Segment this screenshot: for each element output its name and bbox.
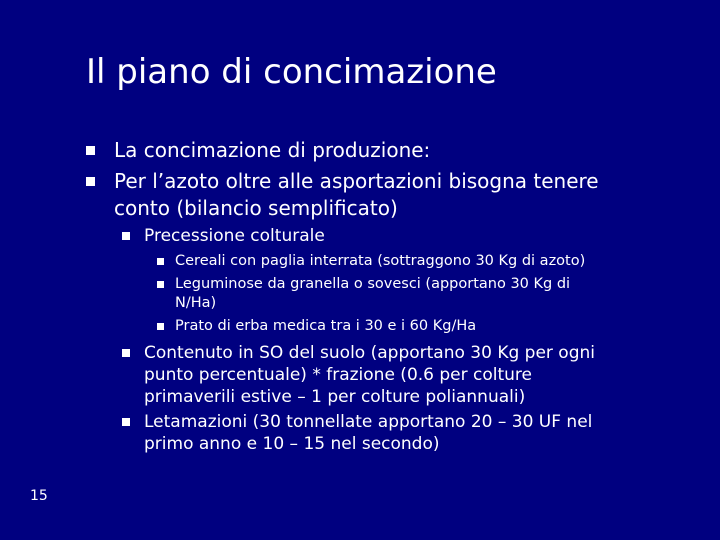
bullet-line: primo anno e 10 – 15 nel secondo) xyxy=(144,434,440,454)
bullet-text xyxy=(175,317,476,336)
bullet-line: Prato di erba medica tra i 30 e i 60 Kg/Ha xyxy=(175,318,477,334)
bullet-text xyxy=(144,225,325,247)
bullet-line: Per l’azoto oltre alle asportazioni bisogna tenere xyxy=(114,169,599,193)
bullet-text xyxy=(144,411,592,455)
bullet-text xyxy=(114,168,599,222)
square-bullet-icon xyxy=(122,418,130,426)
bullet-text xyxy=(175,252,585,271)
bullet-line: punto percentuale) * frazione (0.6 per colture xyxy=(144,365,533,385)
bullet-line: Leguminose da granella o sovesci (apportano 30 Kg di xyxy=(175,276,571,292)
square-bullet-icon xyxy=(157,258,164,265)
bullet-line: Letamazioni (30 tonnellate apportano 20 – 30 UF nel xyxy=(144,412,593,432)
page-number: 15 xyxy=(30,488,48,504)
square-bullet-icon xyxy=(157,323,164,330)
square-bullet-icon xyxy=(122,232,130,240)
bullet-line: La concimazione di produzione: xyxy=(114,138,431,162)
bullet-line: N/Ha) xyxy=(175,295,217,311)
square-bullet-icon xyxy=(157,281,164,288)
bullet-text xyxy=(114,137,430,164)
bullet-text xyxy=(175,275,570,313)
square-bullet-icon xyxy=(86,177,95,186)
bullet-line: Precessione colturale xyxy=(144,226,325,246)
square-bullet-icon xyxy=(122,349,130,357)
bullet-text xyxy=(144,342,595,408)
slide-title: Il piano di concimazione xyxy=(86,52,497,92)
bullet-line: Contenuto in SO del suolo (apportano 30 Kg per ogni xyxy=(144,343,595,363)
bullet-line: conto (bilancio semplificato) xyxy=(114,196,398,220)
bullet-line: Cereali con paglia interrata (sottraggono 30 Kg di azoto) xyxy=(175,253,586,269)
square-bullet-icon xyxy=(86,146,95,155)
bullet-line: primaverili estive – 1 per colture poliannuali) xyxy=(144,387,526,407)
